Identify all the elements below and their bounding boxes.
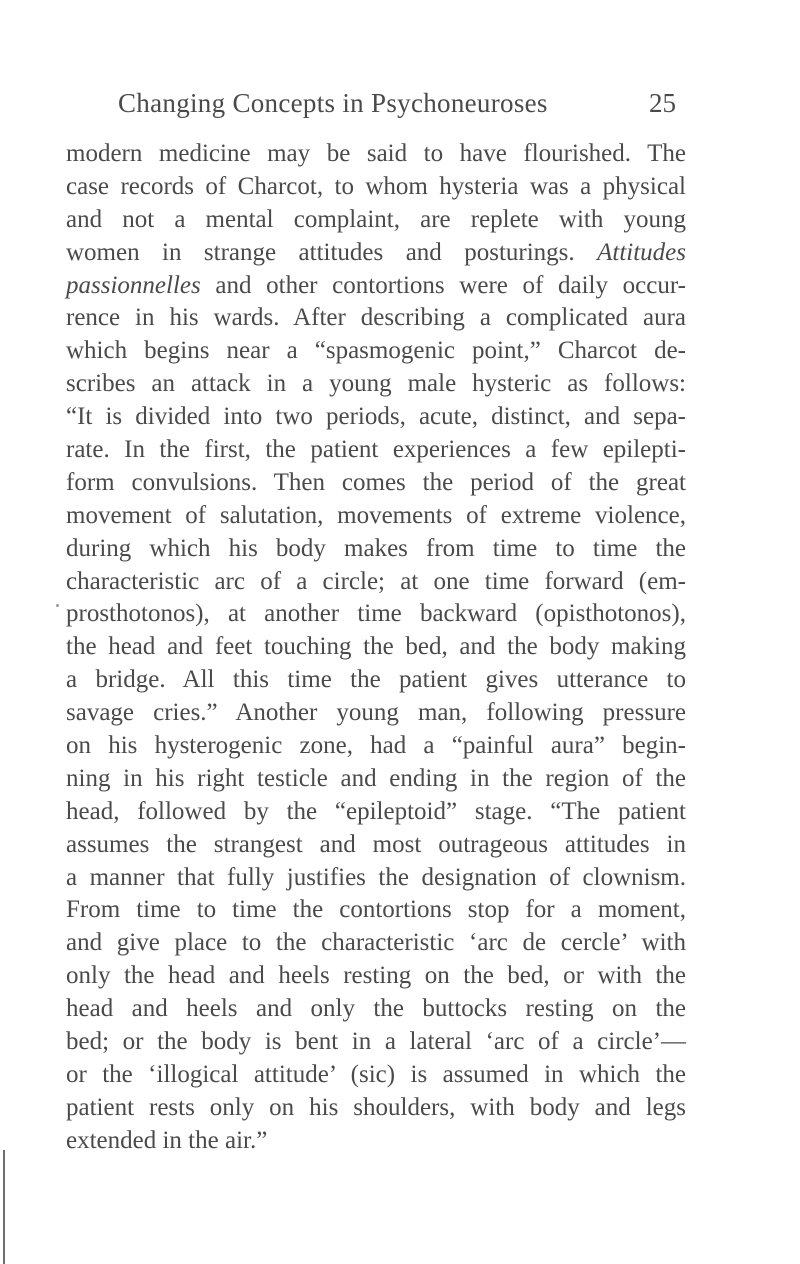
text-line: which begins near a “spasmogenic point,” Charcot de- — [66, 337, 686, 365]
text-line: a bridge. All this time the patient gives utterance to — [66, 666, 686, 694]
text-line: during which his body makes from time to time the — [66, 534, 686, 562]
text-line: ning in his right testicle and ending in the region of the — [66, 764, 686, 792]
text-line: patient rests only on his shoulders, with body and legs — [66, 1093, 686, 1121]
text-line — [66, 270, 686, 303]
text-line: modern medicine may be said to have flourished. The — [66, 140, 686, 167]
text-line: assumes the strangest and most outrageous attitudes in — [66, 830, 686, 858]
margin-mark — [56, 604, 59, 607]
text-line: prosthotonos), at another time backward (opisthotonos), — [66, 600, 686, 628]
text-line: case records of Charcot, to whom hysteria was a physical — [66, 172, 686, 200]
text-line: or the ‘illogical attitude’ (sic) is assumed in which the — [66, 1060, 686, 1088]
text-line: movement of salutation, movements of extreme violence, — [66, 501, 686, 529]
text-line: From time to time the contortions stop for a moment, — [66, 896, 686, 924]
text-line-segment: women in strange attitudes and posturings. — [66, 238, 575, 266]
text-line: scribes an attack in a young male hysteric as follows: — [66, 370, 686, 398]
body-text — [66, 138, 686, 1158]
text-line: savage cries.” Another young man, following pressure — [66, 699, 686, 727]
page-number: 25 — [649, 88, 676, 118]
text-line: head and heels and only the buttocks resting on the — [66, 995, 686, 1023]
text-line: and not a mental complaint, are replete with young — [66, 205, 686, 233]
text-line: bed; or the body is bent in a lateral ‘arc of a circle’— — [66, 1028, 686, 1056]
italic-phrase: passionnelles — [66, 271, 201, 299]
italic-phrase: Attitudes — [597, 238, 687, 266]
text-line: and give place to the characteristic ‘arc de cercle’ with — [66, 929, 686, 957]
text-line — [66, 237, 686, 270]
text-line: rate. In the first, the patient experiences a few epilepti- — [66, 436, 686, 464]
text-line: head, followed by the “epileptoid” stage. “The patient — [66, 797, 686, 825]
text-line: on his hysterogenic zone, had a “painful aura” begin- — [66, 732, 686, 760]
text-line: characteristic arc of a circle; at one time forward (em- — [66, 567, 686, 595]
text-line: rence in his wards. After describing a complicated aura — [66, 304, 686, 332]
text-line: only the head and heels resting on the bed, or with the — [66, 962, 686, 990]
running-title: Changing Concepts in Psychoneuroses — [118, 88, 548, 118]
page-binding-edge — [3, 1150, 5, 1264]
text-line: extended in the air.” — [66, 1126, 268, 1154]
running-head — [118, 88, 676, 128]
text-line: form convulsions. Then comes the period of the great — [66, 468, 686, 496]
text-line: “It is divided into two periods, acute, distinct, and sepa- — [66, 403, 686, 431]
text-line: the head and feet touching the bed, and the body making — [66, 633, 686, 661]
text-line: a manner that fully justifies the designation of clownism. — [66, 863, 686, 891]
text-line-segment: and other contortions were of daily occur- — [215, 271, 686, 299]
